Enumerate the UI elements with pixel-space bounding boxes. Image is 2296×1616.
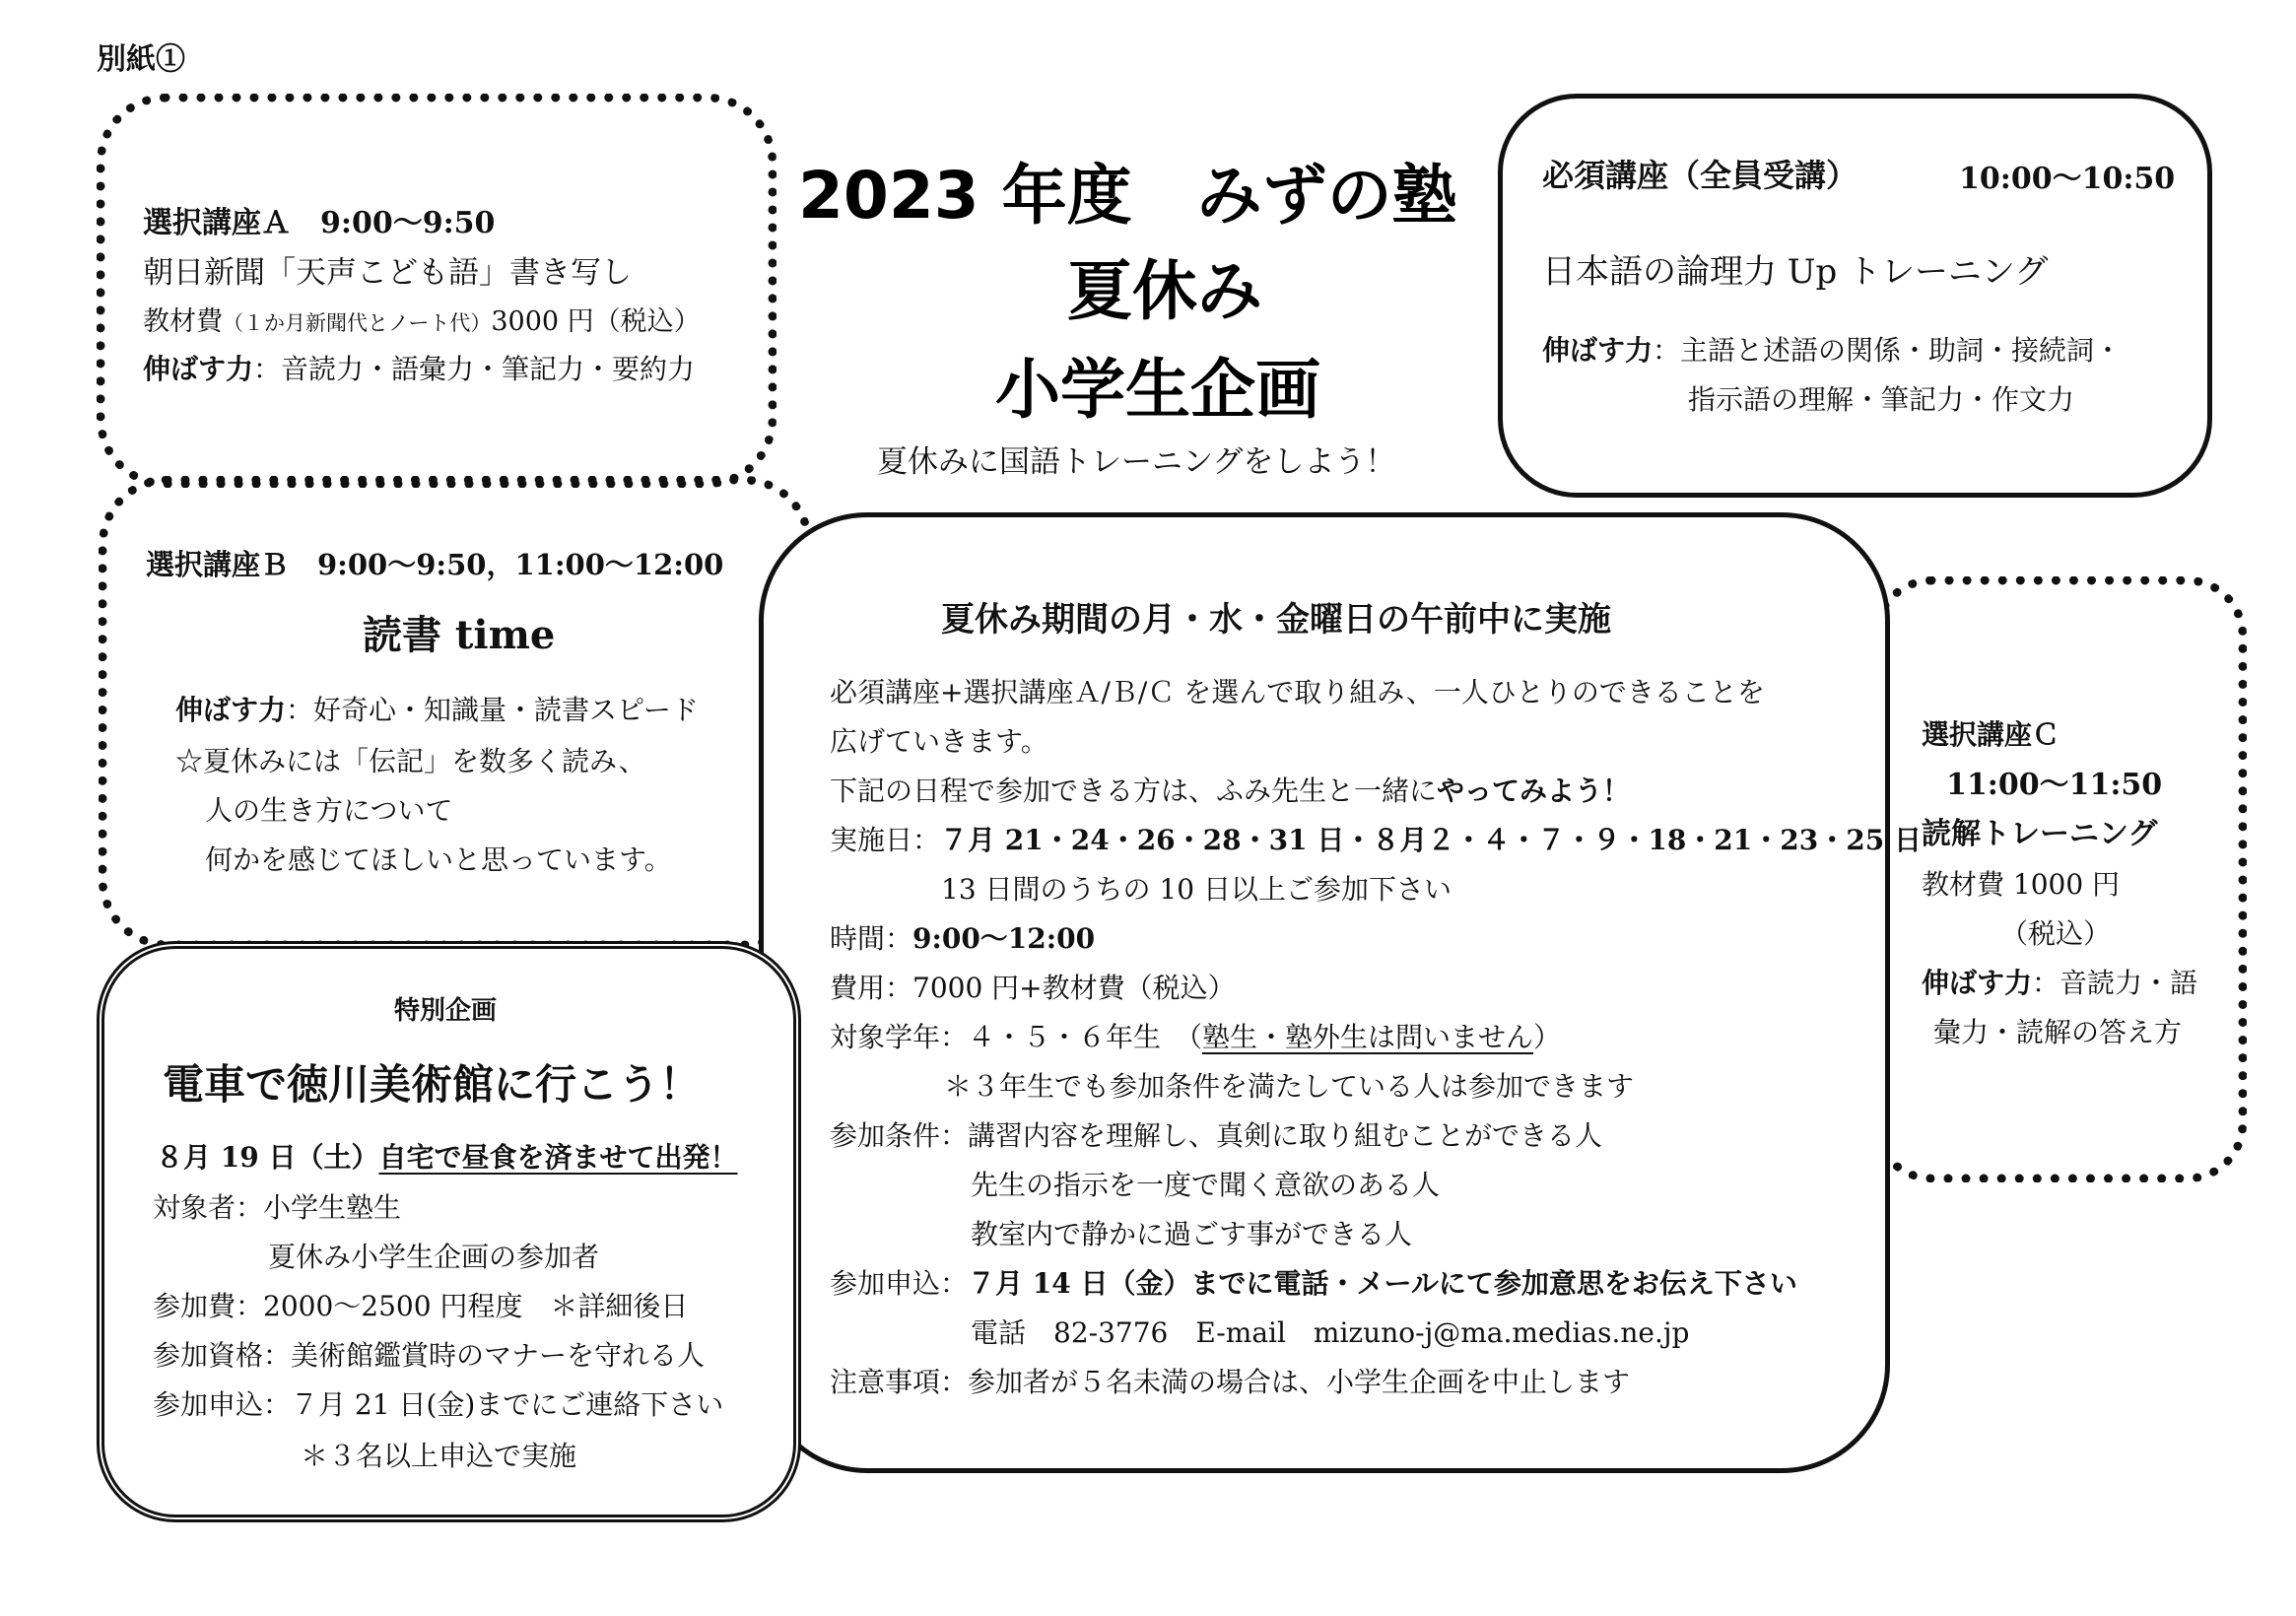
course-b-name: 読書 time xyxy=(363,612,556,658)
course-b-note-2: 人の生き方について xyxy=(205,794,453,827)
course-c-time: 11:00～11:50 xyxy=(1946,768,2163,802)
main-intro-3b: やってみよう！ xyxy=(1437,774,1631,807)
course-c-skills-text-1: ：音読力・語 xyxy=(2032,967,2198,999)
course-b-note-3: 何かを感じてほしいと思っています。 xyxy=(205,843,672,876)
course-c-heading: 選択講座Ｃ xyxy=(1922,718,2060,751)
main-heading: 夏休み期間の月・水・金曜日の午前中に実施 xyxy=(941,600,1611,640)
special-target-2: 夏休み小学生企画の参加者 xyxy=(268,1241,600,1273)
subtitle: 夏休みに国語トレーニングをしよう！ xyxy=(877,444,1396,480)
main-condition-label: 参加条件： xyxy=(830,1119,969,1152)
main-notice xyxy=(830,1365,1630,1399)
main-fee xyxy=(830,971,1236,1005)
special-date-a: ８月 19 日（土） xyxy=(156,1141,379,1174)
special-fee xyxy=(153,1289,688,1323)
main-contact: 電話 82-3776 E-mail mizuno-j@ma.medias.ne.jp xyxy=(971,1316,1690,1349)
title-line-2: 夏休み xyxy=(1067,253,1262,329)
main-intro-3a: 下記の日程で参加できる方は、ふみ先生と一緒に xyxy=(830,774,1438,807)
special-target-1 xyxy=(153,1190,401,1225)
special-qualification-text: 美術館鑑賞時のマナーを守れる人 xyxy=(291,1339,706,1372)
special-apply xyxy=(153,1387,723,1422)
main-dates xyxy=(830,823,1922,857)
main-notice-text: 参加者が５名未満の場合は、小学生企画を中止します xyxy=(968,1366,1631,1398)
special-target-label: 対象者： xyxy=(153,1191,264,1224)
special-minimum: ＊３名以上申込で実施 xyxy=(301,1440,577,1472)
main-condition-1 xyxy=(830,1118,1602,1153)
course-c-skills-label: 伸ばす力 xyxy=(1922,967,2033,999)
course-a-fee-amount: 3000 円（税込） xyxy=(491,306,701,337)
course-a-skills xyxy=(143,352,695,386)
course-c-skills-text-2: 彙力・読解の答え方 xyxy=(1933,1016,2183,1048)
special-title: 電車で徳川美術館に行こう！ xyxy=(163,1060,702,1109)
main-grade-extra: ＊３年生でも参加条件を満たしている人は参加できます xyxy=(944,1070,1635,1103)
special-event-box xyxy=(97,941,801,1522)
main-time-label: 時間： xyxy=(830,922,913,955)
main-dates-label: 実施日： xyxy=(830,824,941,856)
main-dates-value: ７月 21・24・26・28・31 日・８月２・４・７・９・18・21・23・25 日 xyxy=(940,824,1922,856)
title-line-1: 2023 年度 みずの塾 xyxy=(798,158,1457,234)
main-condition-2: 先生の指示を一度で聞く意欲のある人 xyxy=(971,1169,1441,1201)
required-heading: 必須講座（全員受講） xyxy=(1542,157,1858,194)
main-intro-1: 必須講座+選択講座Ａ/Ｂ/Ｃ を選んで取り組み、一人ひとりのできることを xyxy=(830,676,1765,708)
course-a-fee xyxy=(143,305,701,339)
course-a-skills-text: ：音読力・語彙力・筆記力・要約力 xyxy=(253,353,696,385)
special-apply-label: 参加申込： xyxy=(153,1388,292,1421)
special-apply-text: ７月 21 日(金)までにご連絡下さい xyxy=(291,1388,724,1421)
required-name: 日本語の論理力 Up トレーニング xyxy=(1542,252,2049,292)
special-date-b: 自宅で昼食を済ませて出発！ xyxy=(378,1141,738,1174)
main-apply xyxy=(830,1266,1797,1301)
main-time xyxy=(830,921,1095,956)
special-fee-text: 2000～2500 円程度 ＊詳細後日 xyxy=(263,1290,689,1322)
course-a-heading: 選択講座Ａ 9:00～9:50 xyxy=(143,206,496,240)
course-c-fee: 教材費 1000 円 xyxy=(1922,868,2121,901)
main-grade-note: 塾生・塾外生は問いません xyxy=(1202,1021,1534,1053)
course-a-fee-prefix: 教材費 xyxy=(143,306,223,337)
course-a-skills-label: 伸ばす力 xyxy=(143,353,254,385)
special-qualification xyxy=(153,1338,705,1373)
special-target-1-text: 小学生塾生 xyxy=(263,1191,402,1224)
required-course-box xyxy=(1498,94,2212,498)
required-skills-label: 伸ばす力 xyxy=(1542,334,1654,367)
main-apply-text: ７月 14 日（金）までに電話・メールにて参加意思をお伝え下さい xyxy=(968,1267,1797,1300)
main-fee-value: 7000 円+教材費（税込） xyxy=(912,972,1236,1004)
title-line-3: 小学生企画 xyxy=(995,352,1320,428)
main-notice-label: 注意事項： xyxy=(830,1366,969,1398)
main-fee-label: 費用： xyxy=(830,972,913,1004)
main-time-value: 9:00～12:00 xyxy=(912,922,1096,955)
main-grade-value: ４・５・６年生 （ xyxy=(968,1021,1203,1053)
main-condition-1-text: 講習内容を理解し、真剣に取り組むことができる人 xyxy=(968,1119,1603,1152)
document-label: 別紙① xyxy=(97,42,185,77)
required-skills-text-1: ：主語と述語の関係・助詞・接続詞・ xyxy=(1653,334,2123,367)
main-apply-label: 参加申込： xyxy=(830,1267,969,1300)
course-b-heading: 選択講座Ｂ 9:00～9:50，11:00～12:00 xyxy=(146,548,724,581)
course-a-fee-note: （１か月新聞代とノート代） xyxy=(223,311,492,335)
course-b-note-1: ☆夏休みには「伝記」を数多く読み、 xyxy=(175,745,646,777)
course-b-skills xyxy=(175,693,699,727)
required-skills-text-2: 指示語の理解・筆記力・作文力 xyxy=(1688,383,2075,416)
main-condition-3: 教室内で静かに過ごす事ができる人 xyxy=(971,1218,1413,1250)
main-intro-2: 広げていきます。 xyxy=(830,725,1048,758)
course-c-fee-tax: （税込） xyxy=(2000,917,2112,950)
main-grade-label: 対象学年： xyxy=(830,1021,969,1053)
course-b-skills-text: ：好奇心・知識量・読書スピード xyxy=(286,694,699,726)
required-skills xyxy=(1542,333,2122,368)
special-qualification-label: 参加資格： xyxy=(153,1339,292,1372)
main-grade xyxy=(830,1020,1561,1054)
special-date xyxy=(156,1140,737,1175)
required-time: 10:00～10:50 xyxy=(1959,162,2176,196)
course-b-skills-label: 伸ばす力 xyxy=(175,694,287,726)
course-c-skills xyxy=(1922,966,2197,1000)
course-a-name: 朝日新聞「天声こども語」書き写し xyxy=(143,255,632,291)
special-label: 特別企画 xyxy=(394,996,498,1026)
course-c-name: 読解トレーニング xyxy=(1922,817,2158,851)
main-intro-3 xyxy=(830,774,1630,808)
special-fee-label: 参加費： xyxy=(153,1290,264,1322)
main-dates-note: 13 日間のうちの 10 日以上ご参加下さい xyxy=(941,873,1452,906)
main-grade-close: ） xyxy=(1533,1021,1562,1053)
